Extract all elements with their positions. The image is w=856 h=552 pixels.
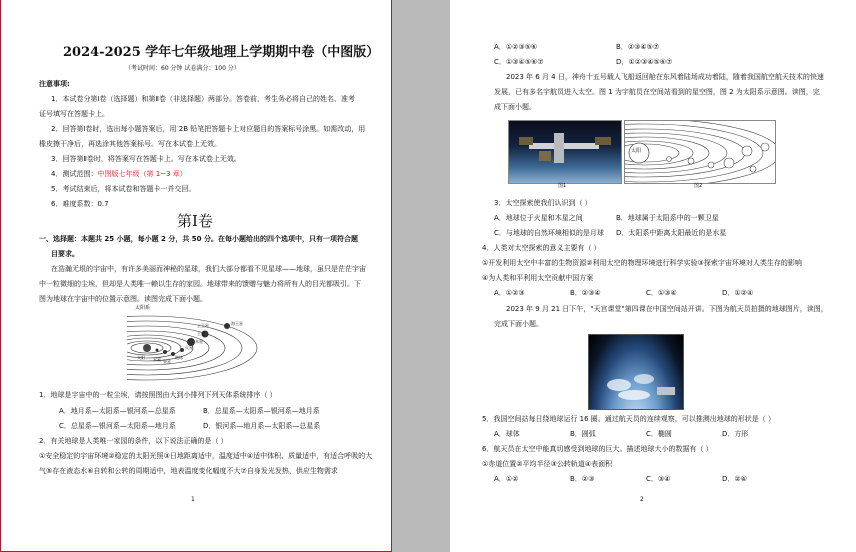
space-station-photo — [508, 120, 622, 184]
q2-option-d: D．①②③④⑤⑥⑦ — [616, 58, 673, 66]
note-3: 3．回答第Ⅱ卷时，将答案写在答题卡上。写在本试卷上无效。 — [51, 155, 241, 163]
planet-label: 木星 — [195, 339, 203, 344]
passage-1a: 2023 年 6 月 4 日，神舟十五号载人飞船返回舱在东风着陆场成功着陆，随着我国航空航天技术的快速 — [506, 73, 824, 81]
q4-statements-b: ④为人类和平利用太空贡献中国方案 — [482, 274, 594, 282]
note-4 — [51, 171, 187, 179]
q6-option-c: C．③④ — [646, 475, 671, 483]
q4-option-a: A．①②③ — [494, 289, 525, 297]
q2-option-a: A．①②③⑤⑥ — [494, 43, 538, 51]
q2-statements-a: ①安全稳定的宇宙环境②稳定的太阳光照③日地距离适中，温度适中④适中体积、质量适中，有适合呼吸的大 — [39, 452, 373, 460]
q3-option-d: D．太阳系中距离太阳最近的是水星 — [616, 229, 727, 237]
q3-option-a: A．地球位于火星和木星之间 — [494, 214, 583, 222]
planet-label: 金星 — [163, 359, 171, 364]
section-title: 第Ⅰ卷 — [177, 212, 213, 230]
note-4-range: 中图版七年级（第 1~3 章） — [97, 170, 187, 178]
passage-a: 在浩瀚无垠的宇宙中，有许多美丽而神秘的星球，我们大部分都看不见星球——地球，虽只是茫茫宇宙 — [51, 265, 366, 273]
solar-system-diagram — [624, 120, 776, 184]
question-2: 2．有关地球是人类唯一家园的条件，以下说法正确的是（ ） — [39, 437, 228, 445]
note-2b: 橡皮擦干净后，再选涂其他答案标号。写在本试卷上无效。 — [39, 140, 221, 148]
fig2-sun-label: 太阳 — [631, 148, 642, 154]
q4-option-b: B．②③④ — [570, 289, 601, 297]
q6-option-b: B．②③ — [570, 475, 595, 483]
note-2a: 2．回答第Ⅰ卷时，选出每小题答案后，用 2B 铅笔把答题卡上对应题目的答案标号涂黑。如需改动，用 — [51, 125, 366, 133]
notes-heading: 注意事项: — [39, 80, 70, 88]
section-intro-a: 一、选择题：本题共 25 小题，每小题 2 分，共 50 分。在每小题给出的四个选项中，只有一项符合题 — [39, 235, 358, 243]
q1-option-c: C．总星系—银河系—太阳系—地月系 — [59, 422, 176, 430]
q2-option-c: C．①③④⑤⑥⑦ — [494, 58, 544, 66]
solar-system-figure — [127, 306, 259, 384]
q1-option-b: B．总星系—太阳系—银河系—地月系 — [203, 407, 320, 415]
question-5: 5．我国空间站每日绕地球运行 16 圈。通过航天员的连续观察，可以推测出地球的形状是（ ） — [482, 415, 776, 423]
note-1b: 证号填写在答题卡上。 — [39, 110, 109, 118]
planet-label: 土星 — [197, 331, 205, 336]
q5-option-a: A．球体 — [494, 430, 520, 438]
question-6: 6．航天员在太空中能真切感受到地球的巨大。描述地球大小的数据有（ ） — [482, 445, 713, 453]
section-intro-b: 目要求。 — [51, 250, 79, 258]
q1-option-a: A．地月系—太阳系—银河系—总星系 — [59, 407, 176, 415]
q1-option-d: D．银河系—地月系—太阳系—总星系 — [203, 422, 321, 430]
question-4: 4．人类对太空探索的意义主要有（ ） — [482, 244, 601, 252]
document-page-2 — [450, 0, 856, 552]
q5-option-b: B．圆弧 — [570, 430, 596, 438]
page-number-2: 2 — [640, 496, 644, 503]
planet-label: 土王星 — [197, 323, 209, 328]
earth-photo — [588, 334, 684, 410]
q6-option-d: D．②④ — [722, 475, 747, 483]
passage-c: 图为地球在宇宙中的位置示意图。读图完成下面小题。 — [39, 295, 207, 303]
q6-option-a: A．①② — [494, 475, 519, 483]
passage-1b: 发展，已有多名宇航员进入太空。图 1 为宇航员在空间站看到的星空图，图 2 为太阳系示意图。读图，完 — [494, 88, 820, 96]
q5-option-c: C．椭圆 — [646, 430, 672, 438]
planet-label: 水星 — [153, 357, 161, 362]
planet-label: 地球 — [175, 355, 183, 360]
question-3: 3．太空探索使我们认识到（ ） — [494, 199, 592, 207]
passage-2b: 完成下面小题。 — [494, 320, 543, 328]
question-1: 1．地球是宇宙中的一粒尘埃，请按照图由大到小排列下列天体系统排序（ ） — [39, 391, 277, 399]
page-number-1: 1 — [191, 496, 195, 503]
fig-label-solar-system: 太阳系 — [135, 305, 151, 311]
note-1a: 1．本试卷分第Ⅰ卷（选择题）和第Ⅱ卷（非选择题）两部分。答卷前，考生务必将自己的姓名、准考 — [51, 95, 355, 103]
passage-1c: 成下面小题。 — [494, 103, 536, 111]
planet-label: 海王星 — [231, 321, 243, 326]
note-5: 5．考试结束后，将本试卷和答题卡一并交回。 — [51, 185, 196, 193]
fig2-caption: 图2 — [694, 183, 703, 189]
q5-option-d: D．方形 — [722, 430, 749, 438]
passage-2a: 2023 年 9 月 21 日下午，"天宫课堂"第四课在中国空间站开讲。下图为航天员拍摄的地球图片，读图， — [506, 305, 828, 313]
planet-label: 火星 — [185, 345, 193, 350]
exam-title: 2024-2025 学年七年级地理上学期期中卷（中图版） — [63, 45, 380, 60]
q6-statements: ①赤道位置②平均半径③公转轨道④表面积 — [482, 460, 613, 468]
q2-option-b: B．②③④⑤⑦ — [616, 43, 660, 51]
q4-option-d: D．①②④ — [722, 289, 754, 297]
planet-label: 太阳 — [137, 355, 145, 360]
passage-b: 中一粒微细的尘埃，但却是人类唯一赖以生存的家园。地球带来的馈赠与魅力将所有人的目光都吸引。下 — [39, 280, 361, 288]
note-4-prefix: 4．测试范围： — [51, 170, 98, 178]
q2-statements-b: 气⑤存在液态水⑥自转和公转的周期适中，地表温度变化幅度不大⑦自身发光发热，供应生物需求 — [39, 467, 338, 475]
fig1-caption: 图1 — [558, 183, 567, 189]
q3-option-c: C．与地球的自然环境相似的是月球 — [494, 229, 604, 237]
note-6: 6．难度系数：0.7 — [51, 200, 109, 208]
q4-option-c: C．①③④ — [646, 289, 677, 297]
document-page-1 — [0, 0, 392, 552]
exam-subtitle: （考试时间：60 分钟 试卷满分：100 分） — [125, 65, 240, 72]
q3-option-b: B．地球属于太阳系中的一颗卫星 — [616, 214, 719, 222]
q4-statements-a: ①开发利用太空中丰富的生物资源②利用太空的物理环境进行科学实验③探索宇宙环境对人类生存的影响 — [482, 259, 802, 267]
